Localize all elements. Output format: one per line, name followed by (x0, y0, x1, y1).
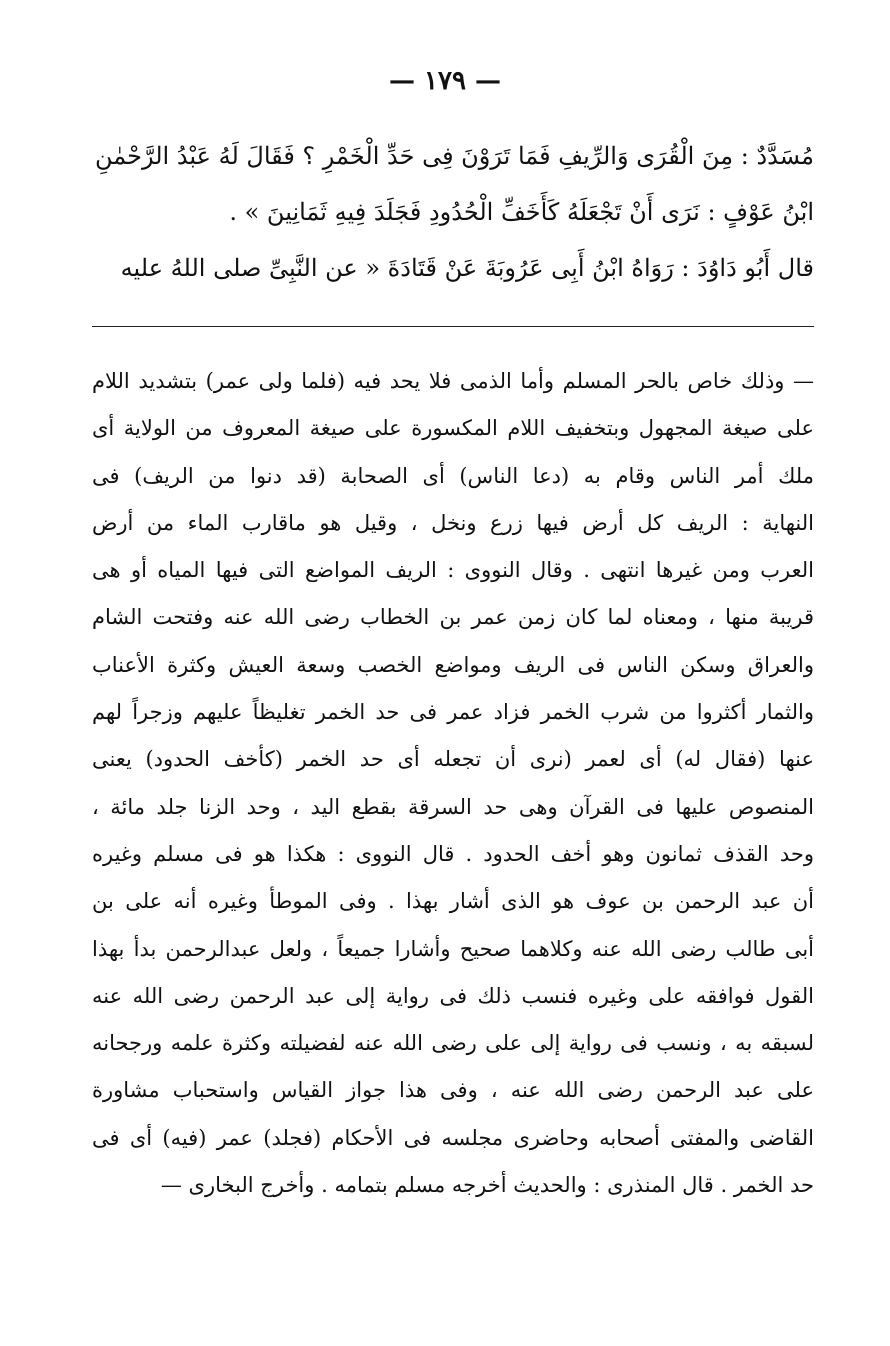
commentary-line: العرب ومن غيرها انتهى . وقال النووى : الريف المواضع التى فيها المياه أو هى (92, 558, 814, 583)
hadith-line: مُسَدَّدٌ : مِنَ الْقُرَى وَالرِّيفِ فَمَا تَرَوْنَ فِى حَدِّ الْخَمْرِ ؟ فَقَالَ لَهُ عَبْدُ الرَّحْمٰنِ (95, 142, 814, 170)
commentary-line: ملك أمر الناس وقام به (دعا الناس) أى الصحابة (قد دنوا من الريف) فى (92, 463, 814, 488)
commentary-line: والثمار أكثروا من شرب الخمر فزاد عمر فى حد الخمر تغليظاً عليهم وزجراً لهم (92, 700, 814, 725)
commentary-line: القاضى والمفتى أصحابه وحاضرى مجلسه فى الأحكام (فجلد) عمر (فيه) أى فى (92, 1125, 814, 1150)
commentary-line: وحد القذف ثمانون وهو أخف الحدود . قال النووى : هكذا هو فى مسلم وغيره (92, 841, 814, 866)
footnote-divider (92, 326, 814, 327)
commentary-line: المنصوص عليها فى القرآن وهى حد السرقة بقطع اليد ، وحد الزنا جلد مائة ، (92, 794, 814, 819)
commentary-line: لسبقه به ، ونسب فى رواية إلى على رضى الله عنه لفضيلته وكثرة علمه ورجحانه (92, 1031, 814, 1056)
commentary-line: على عبد الرحمن رضى الله عنه ، وفى هذا جواز القياس واستحباب مشاورة (92, 1078, 814, 1103)
commentary-line: أن عبد الرحمن بن عوف هو الذى أشار بهذا . وفى الموطأ وغيره أنه على بن (92, 889, 814, 914)
hadith-line: قال أَبُو دَاوُدَ : رَوَاهُ ابْنُ أَبِى عَرُوبَةَ عَنْ قَتَادَةَ « عن النَّبِىِّ صلى اللهُ عليه (120, 254, 814, 282)
commentary-line: والعراق وسكن الناس فى الريف ومواضع الخصب وسعة العيش وكثرة الأعناب (92, 652, 814, 677)
hadith-text-block (92, 128, 814, 296)
commentary-line: عنها (فقال له) أى لعمر (نرى أن تجعله أى حد الخمر (كأخف الحدود) يعنى (92, 747, 814, 772)
hadith-line: ابْنُ عَوْفٍ : نَرَى أَنْ تَجْعَلَهُ كَأَخَفِّ الْحُدُودِ فَجَلَدَ فِيهِ ثَمَانِينَ » . (229, 198, 814, 226)
commentary-block (92, 358, 814, 1209)
commentary-line: النهاية : الريف كل أرض فيها زرع ونخل ، وقيل هو ماقارب الماء من أرض (92, 510, 814, 535)
page-number: — ١٧٩ — (388, 66, 502, 96)
commentary-line: قريبة منها ، ومعناه لما كان زمن عمر بن الخطاب رضى الله عنه وفتحت الشام (92, 605, 814, 630)
commentary-line: على صيغة المجهول وبتخفيف اللام المكسورة على صيغة المعروف من الولاية أى (92, 416, 814, 441)
commentary-line: أبى طالب رضى الله عنه وكلاهما صحيح وأشارا جميعاً ، ولعل عبدالرحمن بدأ بهذا (92, 936, 814, 961)
commentary-line: حد الخمر . قال المنذرى : والحديث أخرجه مسلم بتمامه . وأخرج البخارى — (160, 1173, 814, 1198)
commentary-line: — وذلك خاص بالحر المسلم وأما الذمى فلا يحد فيه (فلما ولى عمر) بتشديد اللام (92, 369, 814, 393)
commentary-line: القول فوافقه على وغيره فنسب ذلك فى رواية إلى عبد الرحمن رضى الله عنه (92, 983, 814, 1008)
